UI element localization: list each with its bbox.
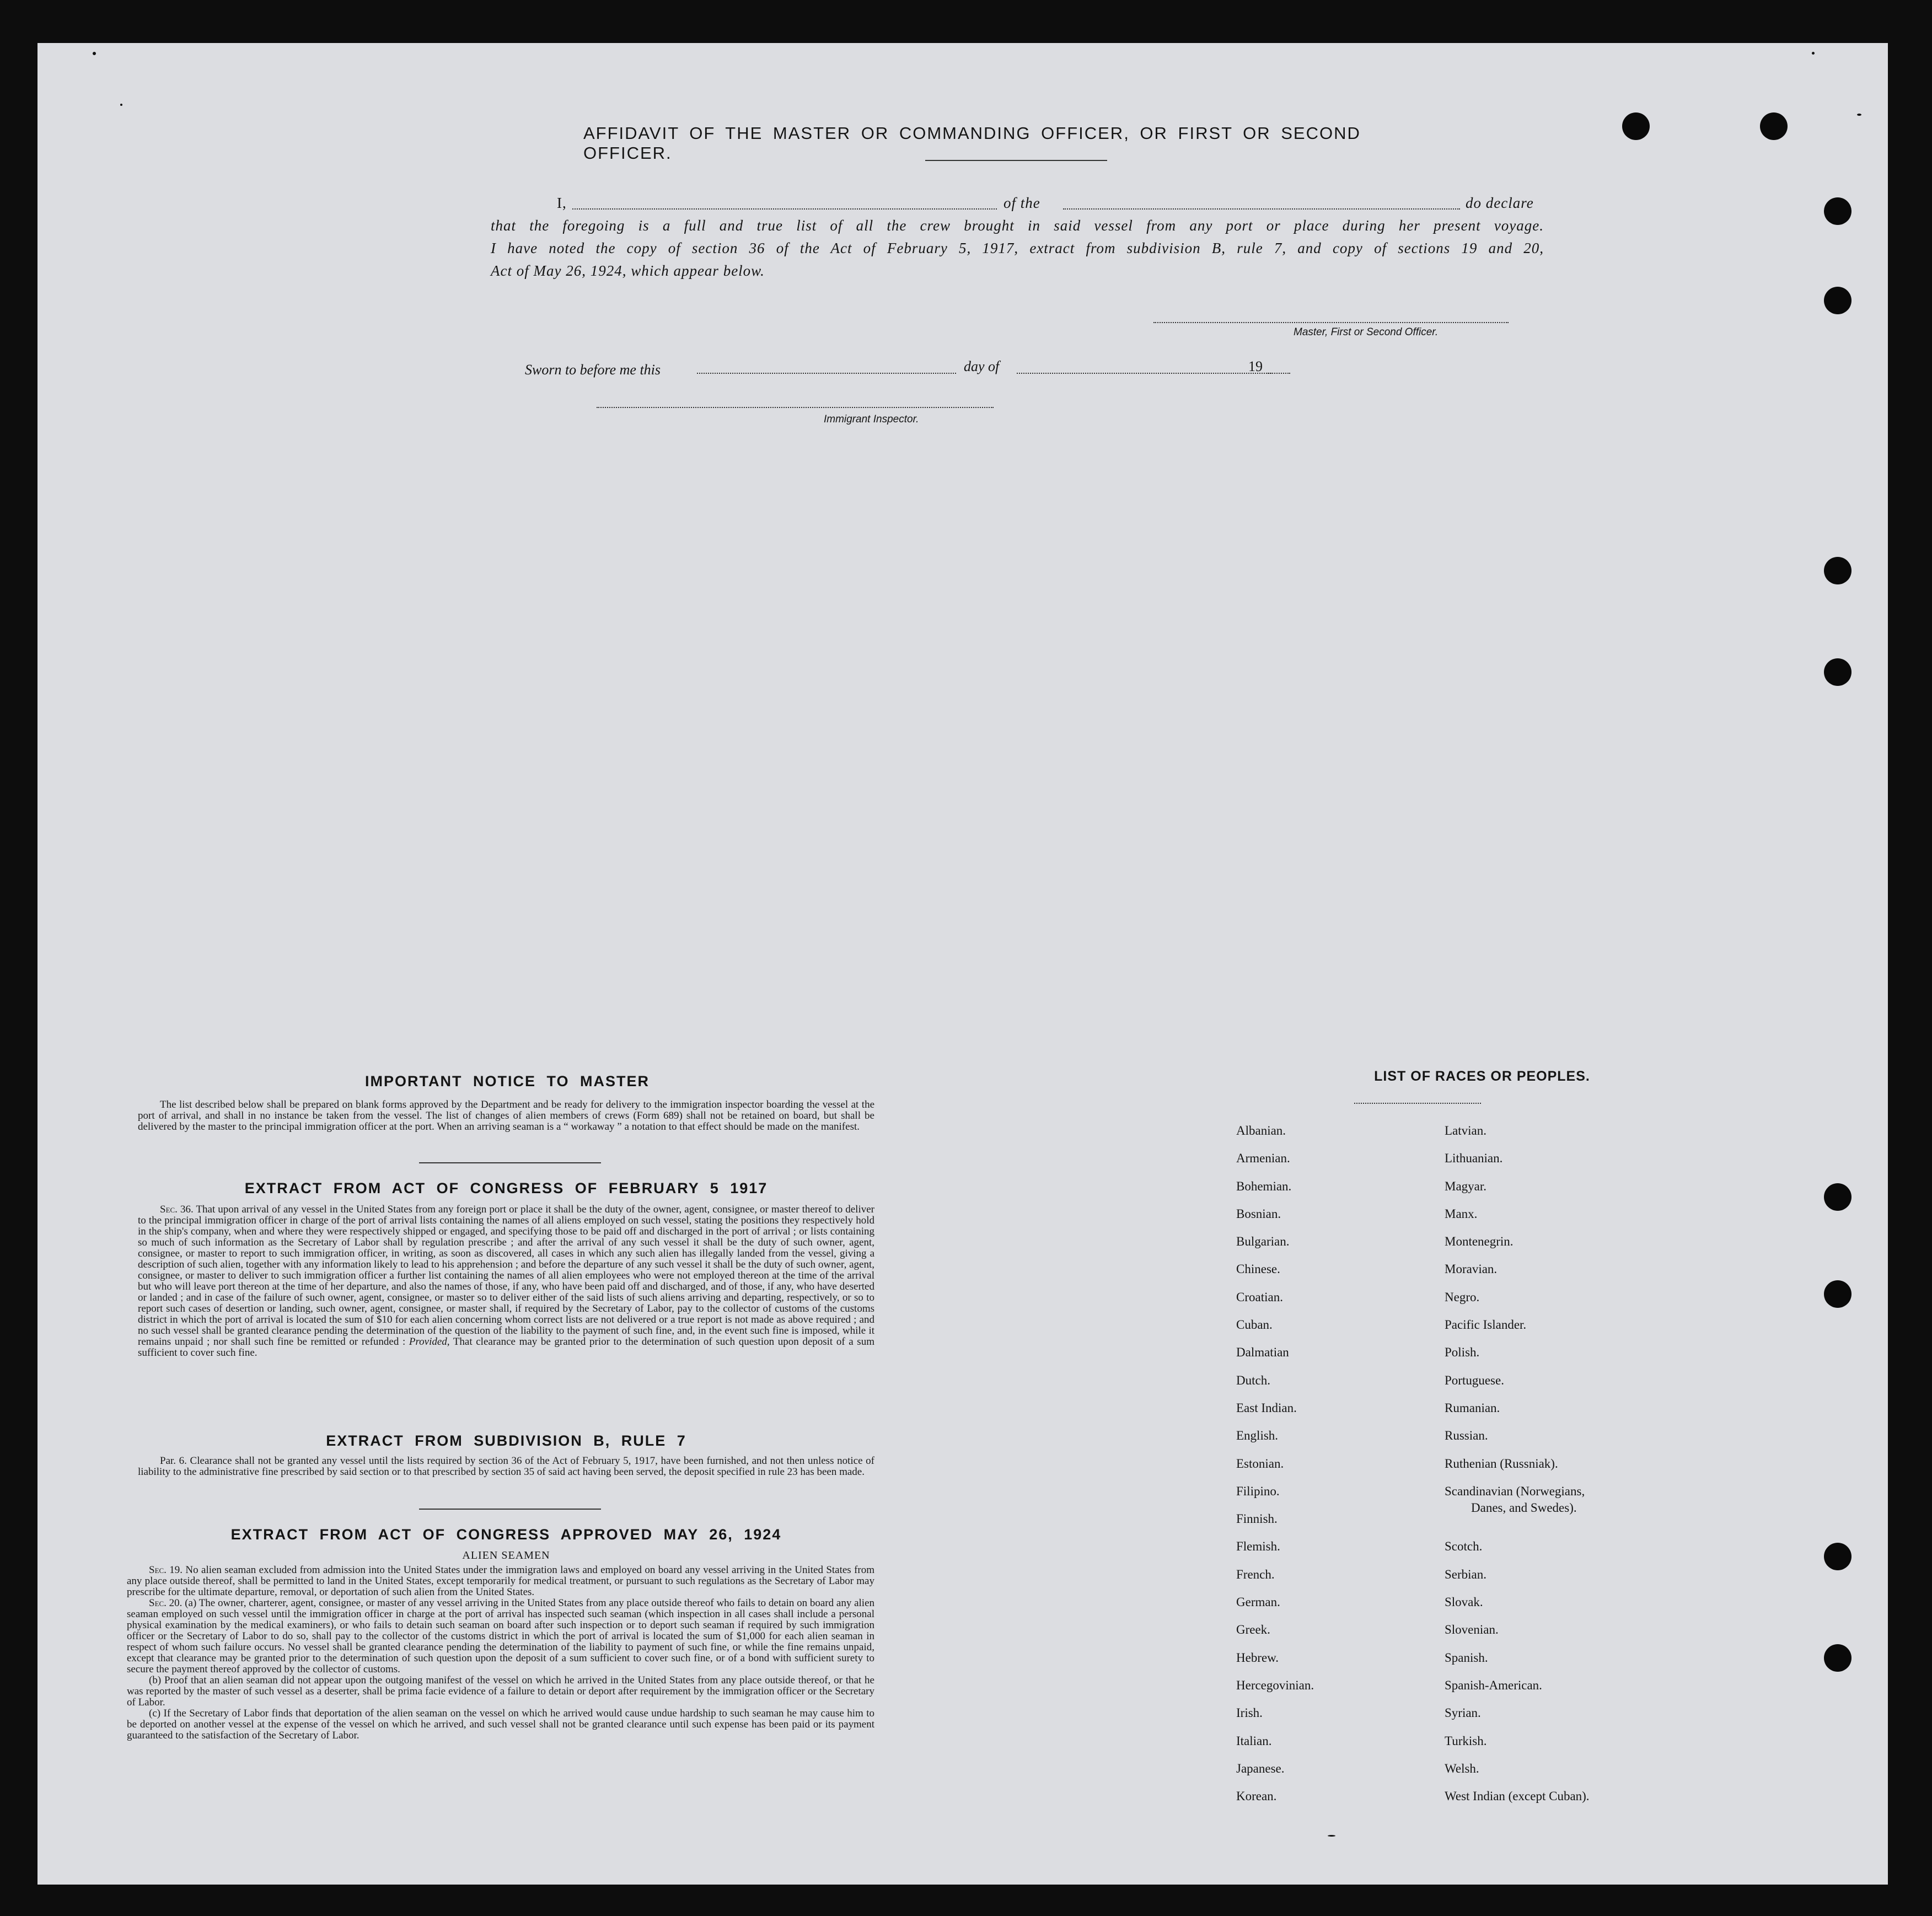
extract-1924-text [127, 1565, 874, 1741]
sec36-tail: That clearance may be granted prior to the determination of such question upon deposit of a sum sufficient to cover such fine. [138, 1336, 874, 1359]
sec20a-paragraph [127, 1598, 874, 1675]
extract-1917-text [138, 1204, 874, 1359]
race-item: French. [1236, 1567, 1275, 1581]
scan-speck [1857, 114, 1861, 116]
alien-seamen-subheading: ALIEN SEAMEN [462, 1549, 550, 1561]
sworn-day-line[interactable] [697, 373, 956, 374]
race-item: Manx. [1445, 1206, 1478, 1221]
scan-speck [1328, 1835, 1335, 1837]
declaration-line-1 [491, 192, 1544, 214]
declaration-line-4: Act of May 26, 1924, which appear below. [491, 262, 765, 279]
do-declare-label: do declare [1466, 195, 1534, 211]
race-item: East Indian. [1236, 1400, 1297, 1415]
race-item: English. [1236, 1429, 1279, 1443]
day-of-label: day of [964, 358, 1000, 374]
race-item: Latvian. [1445, 1124, 1486, 1137]
master-signature-line[interactable] [1153, 322, 1509, 323]
race-item: Hebrew. [1236, 1650, 1279, 1665]
document-sheet [37, 43, 1888, 1885]
race-item: Portuguese. [1445, 1373, 1504, 1387]
race-item: Korean. [1236, 1789, 1277, 1804]
race-item: Albanian. [1236, 1124, 1286, 1137]
race-item: Finnish. [1236, 1512, 1278, 1526]
race-item: Dutch. [1236, 1373, 1270, 1387]
sec20b-paragraph: (b) Proof that an alien seaman did not appear upon the outgoing manifest of the vessel on which he arrived in the United States from any place outside thereof, or that he was reported by the master of such vessel as a deserter, shall be prima facie evidence of a failure to detain or deport after requirement by the immigration officer or the Secretary of Labor. [127, 1675, 874, 1708]
punch-hole [1824, 557, 1852, 584]
race-item: Welsh. [1445, 1761, 1479, 1775]
race-item: German. [1236, 1595, 1280, 1609]
sworn-label: Sworn to before me this [525, 362, 661, 378]
affidavit-title: AFFIDAVIT OF THE MASTER OR COMMANDING OFFICER, OR FIRST OR SECOND OFFICER. [583, 124, 1361, 163]
extract-1924-heading: EXTRACT FROM ACT OF CONGRESS APPROVED MAY 26, 1924 [230, 1526, 782, 1543]
race-item: Hercegovinian. [1236, 1678, 1314, 1692]
i-label: I, [557, 195, 567, 211]
races-title-underline [1354, 1103, 1481, 1104]
year-prefix-label: 19 [1248, 358, 1263, 374]
race-item: Slovenian. [1445, 1623, 1499, 1637]
race-item-line: Scandinavian (Norwegians, [1445, 1484, 1585, 1498]
title-underline [925, 160, 1107, 161]
race-item: Spanish. [1445, 1650, 1488, 1665]
race-item: Estonian. [1236, 1456, 1284, 1470]
sec36-text: That upon arrival of any vessel in the United States from any foreign port or place it shall be the duty of the owner, agent, consignee, or master thereof to deliver to the principal immigration officer in charge of the port of arrival lists containing the names of all aliens employed on such vessel, stating the positions they respectively hold in the ship's company, when and where they were respectively shipped or engaged, and specifying those to be paid off and discharged in the port of arrival ; or lists containing so much of such information as the Secretary of Labor shall by regulation prescribe ; and after the arrival of any such vessel it shall be the duty of such owner, agent, consignee, or master to report to such immigration officer, in writing, as soon as discovered, all cases in which any such alien has illegally landed from the vessel, giving a description of such alien, together with any information likely to lead to his apprehension ; and before the departure of any such vessel it shall be the duty of such owner, agent, consignee, or master to deliver to such immigration officer a further list containing the names of all alien employees who were not employed thereon at the time of the arrival but who will leave port thereon at the time of her departure, and also the names of those, if any, who have been paid off and discharged, and of those, if any, who have deserted or landed ; and in case of the failure of such owner, agent, consignee, or master so to deliver either of the said lists of such aliens arriving and departing, respectively, or so to report such cases of desertion or landing, such owner, agent, consignee, or master shall, if required by the Secretary of Labor, pay to the collector of customs of the customs district in which the port of arrival is located the sum of $10 for each alien concerning whom correct lists are not delivered or a true report is not made as above required ; and no such vessel shall be granted clearance pending the determination of the question of the liability to the payment of such fine, and, in the event such fine is imposed, while it remains unpaid ; nor shall such fine be remitted or refunded : [138, 1204, 874, 1348]
race-item: Italian. [1236, 1733, 1272, 1748]
extract-rule7-text [138, 1456, 874, 1478]
inspector-signature-line[interactable] [597, 407, 994, 408]
race-item: Polish. [1445, 1345, 1480, 1360]
race-item: Turkish. [1445, 1733, 1487, 1748]
race-item: Bosnian. [1236, 1206, 1281, 1221]
notice-paragraph: The list described below shall be prepared on blank forms approved by the Department and be ready for delivery to the immigration inspector boarding the vessel at the port of arrival, and shall in no instance be taken from the vessel. The list of changes of alien members of crews (Form 689) shall not be retained on board, but shall be delivered by the master to the principal immigration officer at the port. When an arriving seaman is a “ workaway ” a notation to that effect should be made on the manifest. [138, 1099, 874, 1133]
scan-speck [93, 52, 96, 55]
race-item: Scotch. [1445, 1539, 1483, 1554]
notice-heading: IMPORTANT NOTICE TO MASTER [365, 1073, 650, 1090]
race-item: Syrian. [1445, 1706, 1481, 1720]
races-column-2 [1445, 1117, 1590, 1810]
race-item-line: Danes, and Swedes). [1471, 1500, 1577, 1515]
punch-hole [1824, 287, 1852, 314]
notice-text [138, 1099, 874, 1133]
race-item: Montenegrin. [1445, 1235, 1514, 1249]
divider [419, 1509, 601, 1510]
punch-hole [1824, 1280, 1852, 1308]
race-item [1445, 1478, 1590, 1533]
rule7-paragraph: Par. 6. Clearance shall not be granted any vessel until the lists required by section 36 of the Act of February 5, 1917, have been furnished, and not then unless notice of liability to the administrative fine prescribed by said section or to that prescribed by section 35 of said act having been served, the deposit specified in rule 23 has been made. [138, 1455, 874, 1478]
of-the-label: of the [1003, 195, 1040, 211]
sec19-paragraph [127, 1565, 874, 1598]
race-item: Serbian. [1445, 1567, 1487, 1581]
races-column-1 [1236, 1117, 1314, 1810]
race-item: Filipino. [1236, 1484, 1280, 1498]
race-item: Greek. [1236, 1623, 1270, 1637]
race-item: Lithuanian. [1445, 1151, 1503, 1166]
sec20a-text: (a) The owner, charterer, agent, consignee, or master of any vessel arriving in the United States from any place outside thereof who fails to detain on board any alien seaman employed on such vessel until the immigration officer in charge at the port of arrival has inspected such seaman (which inspection in all cases shall include a personal physical examination by the medical examiners), or who fails to detain such seaman on board after such inspection or to deport such seaman if required by such immigration officer or the Secretary of Labor to do so, shall pay to the collector of the customs district in which the port of arrival is located the sum of $1,000 for each alien seaman in respect of whom such failure occurs. No vessel shall be granted clearance pending the determination of the liability to payment of such fine, or while the fine remains unpaid, except that clearance may be granted prior to the determination of such question upon the deposit of a sum sufficient to cover such fine, or of a bond with sufficient surety to secure the payment thereof approved by the collector of customs. [127, 1597, 874, 1675]
sec20-label: Sec. 20. [149, 1597, 183, 1609]
race-item: Negro. [1445, 1290, 1480, 1304]
sec36-label: Sec. 36. [160, 1204, 194, 1215]
year-blank-line[interactable] [1266, 373, 1290, 374]
provided-label: Provided, [409, 1336, 450, 1348]
punch-hole [1824, 1183, 1852, 1211]
vessel-blank-line[interactable] [1063, 208, 1460, 210]
punch-hole [1824, 197, 1852, 225]
race-item: Rumanian. [1445, 1400, 1500, 1415]
punch-hole [1824, 1644, 1852, 1672]
sworn-month-line[interactable] [1017, 373, 1271, 374]
race-item: Slovak. [1445, 1595, 1483, 1609]
race-item: Chinese. [1236, 1262, 1280, 1276]
race-item: Moravian. [1445, 1262, 1498, 1276]
punch-hole [1622, 112, 1650, 140]
scan-speck [1812, 52, 1815, 55]
race-item: Pacific Islander. [1445, 1318, 1527, 1332]
inspector-caption: Immigrant Inspector. [824, 414, 919, 425]
sec19-label: Sec. 19. [149, 1564, 183, 1576]
punch-hole [1824, 1543, 1852, 1570]
punch-hole [1824, 658, 1852, 686]
extract-1917-paragraph [138, 1204, 874, 1359]
declaration-line-2: that the foregoing is a full and true list of all the crew brought in said vessel from any port or place during her present voyage. [491, 217, 1544, 234]
race-item: Bulgarian. [1236, 1235, 1290, 1249]
race-item: Cuban. [1236, 1318, 1273, 1332]
punch-hole [1760, 112, 1788, 140]
race-item: Dalmatian [1236, 1345, 1289, 1360]
declaration-line-3: I have noted the copy of section 36 of the Act of February 5, 1917, extract from subdivision B, rule 7, and copy of sections 19 and 20, [491, 240, 1544, 256]
race-item: Spanish-American. [1445, 1678, 1542, 1692]
race-item: Irish. [1236, 1706, 1263, 1720]
declaration-block [491, 192, 1544, 282]
race-item: Russian. [1445, 1429, 1488, 1443]
races-title: LIST OF RACES OR PEOPLES. [1374, 1069, 1590, 1084]
name-blank-line[interactable] [572, 208, 997, 210]
race-item: Ruthenian (Russniak). [1445, 1456, 1558, 1470]
race-item: Japanese. [1236, 1761, 1285, 1775]
race-item: Flemish. [1236, 1539, 1280, 1554]
sec20c-paragraph: (c) If the Secretary of Labor finds that deportation of the alien seaman on the vessel on which he arrived would cause undue hardship to such seaman he may cause him to be deported on another vessel at the expense of the vessel on which he arrived, and such vessel shall not be granted clearance until such expense has been paid or its payment guaranteed to the satisfaction of the Secretary of Labor. [127, 1708, 874, 1741]
scan-speck [120, 104, 122, 106]
race-item: Croatian. [1236, 1290, 1283, 1304]
race-item: Bohemian. [1236, 1179, 1292, 1193]
race-item: Magyar. [1445, 1179, 1487, 1193]
sec19-text: No alien seaman excluded from admission into the United States under the immigration laws and employed on board any vessel arriving in the United States from any place outside thereof, shall be permitted to land in the United States, except temporarily for medical treatment, or pursuant to such regulations as the Secretary of Labor may prescribe for the ultimate departure, removal, or deportation of such alien from the United States. [127, 1564, 874, 1598]
extract-1917-heading: EXTRACT FROM ACT OF CONGRESS OF FEBRUARY 5 1917 [244, 1180, 768, 1196]
master-caption: Master, First or Second Officer. [1294, 326, 1439, 338]
race-item: Armenian. [1236, 1151, 1290, 1166]
extract-rule7-heading: EXTRACT FROM SUBDIVISION B, RULE 7 [326, 1432, 686, 1449]
race-item: West Indian (except Cuban). [1445, 1789, 1590, 1804]
divider [419, 1162, 601, 1163]
